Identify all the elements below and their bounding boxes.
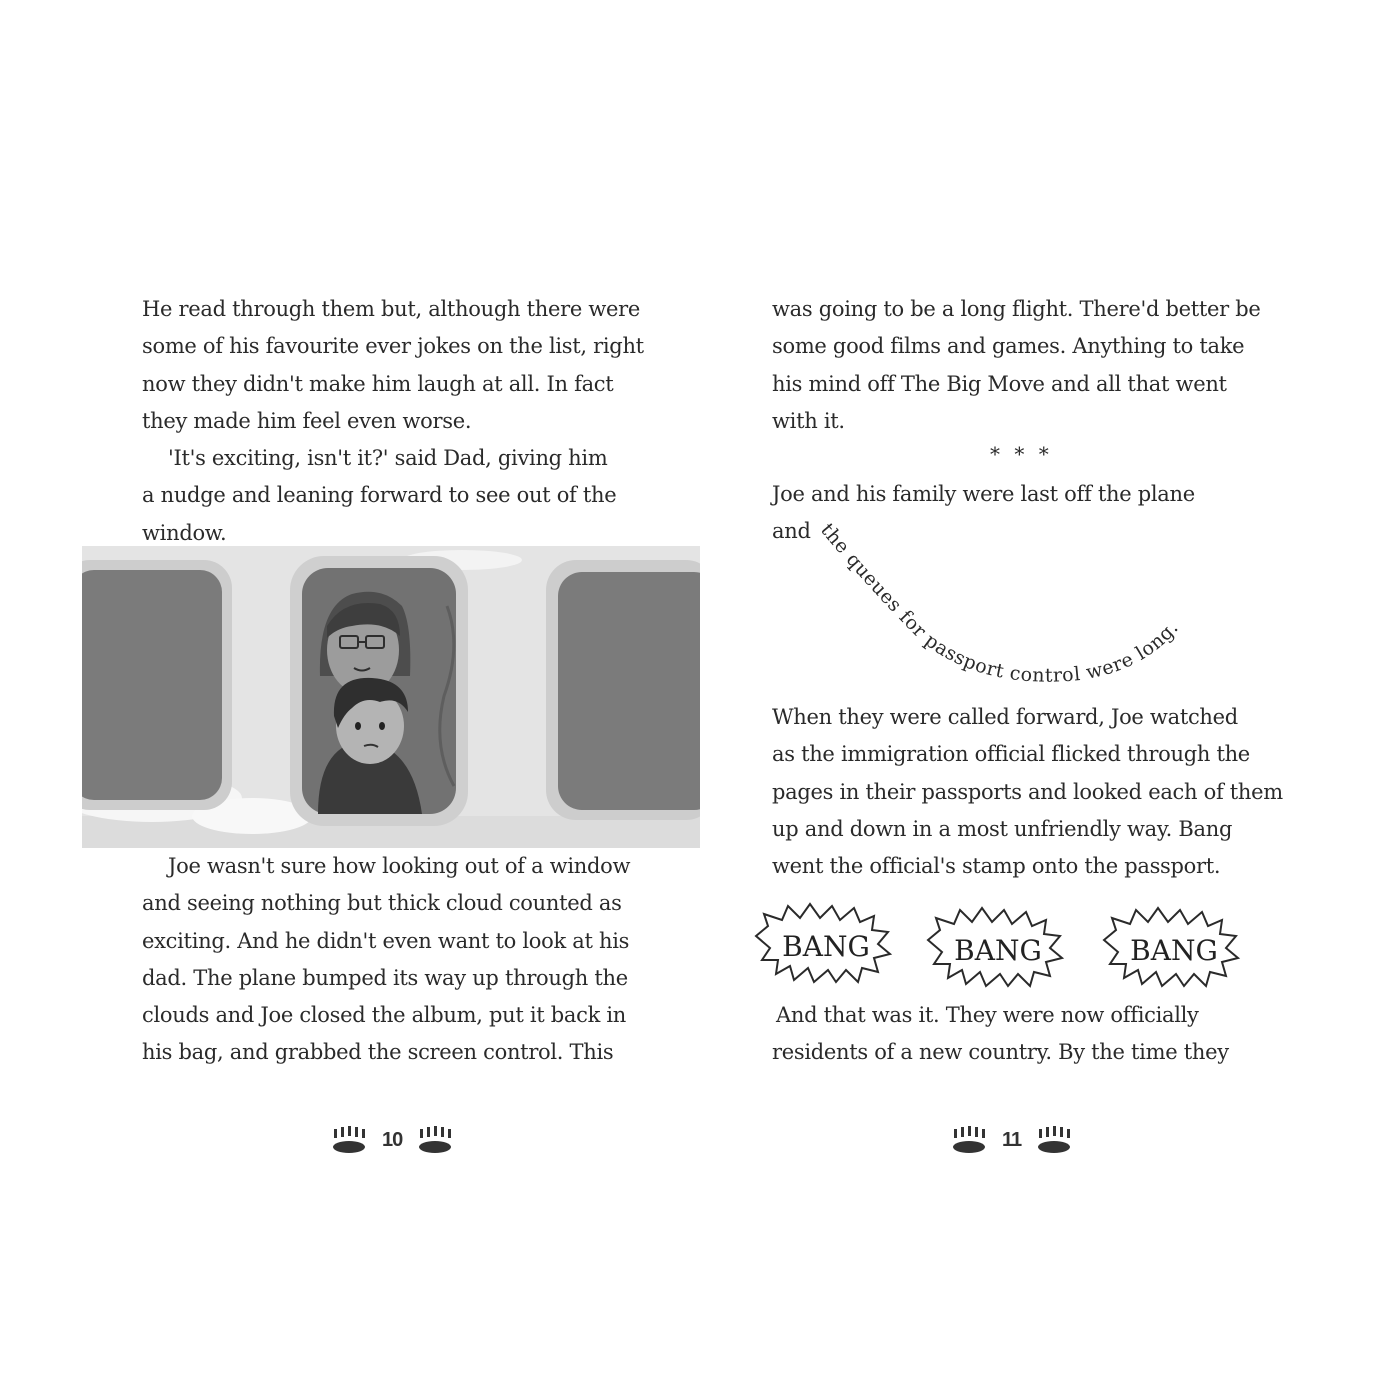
text-line: 'It's exciting, isn't it?' said Dad, giving him — [168, 446, 608, 471]
curved-queue-text — [780, 510, 1220, 710]
text-line: dad. The plane bumped its way up through the — [142, 965, 628, 990]
text-line: When they were called forward, Joe watched — [772, 705, 1238, 729]
text-line: some of his favourite ever jokes on the list, right — [142, 334, 644, 359]
paw-print-icon — [414, 1125, 456, 1155]
airplane-window-illustration — [82, 546, 700, 848]
text-line: with it. — [772, 408, 845, 433]
text-line: now they didn't make him laugh at all. In fact — [142, 371, 614, 396]
bang-label: BANG — [954, 934, 1042, 967]
page-number: 10 — [382, 1128, 403, 1151]
bang-label: BANG — [1130, 934, 1218, 967]
paw-print-icon — [328, 1125, 370, 1155]
curved-phrase: the queues for passport control were long. — [816, 519, 1183, 687]
paw-print-icon — [948, 1125, 990, 1155]
page-number: 11 — [1002, 1128, 1022, 1151]
text-line: was going to be a long flight. There'd better be — [772, 297, 1261, 321]
text-line: they made him feel even worse. — [142, 408, 472, 433]
text-line: exciting. And he didn't even want to look at his — [142, 928, 630, 953]
text-line: He read through them but, although there were — [142, 297, 640, 321]
text-line: as the immigration official flicked through the — [772, 742, 1250, 767]
text-line: pages in their passports and looked each of them — [772, 779, 1283, 804]
bang-burst-3 — [1104, 908, 1238, 986]
text-line: went the official's stamp onto the passport. — [772, 854, 1221, 879]
left-paragraph-top — [142, 291, 644, 552]
right-paragraph-top — [772, 291, 1261, 440]
right-paragraph-end — [772, 997, 1229, 1072]
page-number-footer — [328, 1120, 456, 1160]
text-line: clouds and Joe closed the album, put it back in — [142, 1003, 627, 1028]
right-paragraph-official — [772, 699, 1283, 885]
text-line: up and down in a most unfriendly way. Bang — [772, 816, 1233, 841]
section-break: * * * — [990, 442, 1053, 466]
bang-burst-2 — [928, 908, 1062, 986]
left-paragraph-bottom — [142, 848, 630, 1072]
page-number-footer-right — [948, 1120, 1075, 1160]
bang-label: BANG — [782, 930, 870, 963]
bang-burst-1 — [756, 904, 890, 982]
text-line: Joe and his family were last off the plane — [772, 482, 1195, 506]
text-line: his mind off The Big Move and all that went — [772, 371, 1227, 396]
paw-print-icon — [1033, 1125, 1075, 1155]
svg-text:the queues for passport contro — [816, 519, 1183, 687]
text-line: his bag, and grabbed the screen control. This — [142, 1040, 614, 1065]
text-line: and seeing nothing but thick cloud counted as — [142, 891, 622, 916]
text-line: some good films and games. Anything to take — [772, 334, 1245, 359]
text-line: and — [772, 519, 811, 544]
text-line: a nudge and leaning forward to see out of the — [142, 483, 617, 508]
text-line: And that was it. They were now officially — [776, 1003, 1199, 1027]
text-line: Joe wasn't sure how looking out of a window — [168, 854, 631, 878]
text-line: window. — [142, 520, 227, 545]
bang-stamps — [748, 896, 1278, 988]
text-line: residents of a new country. By the time they — [772, 1040, 1229, 1065]
